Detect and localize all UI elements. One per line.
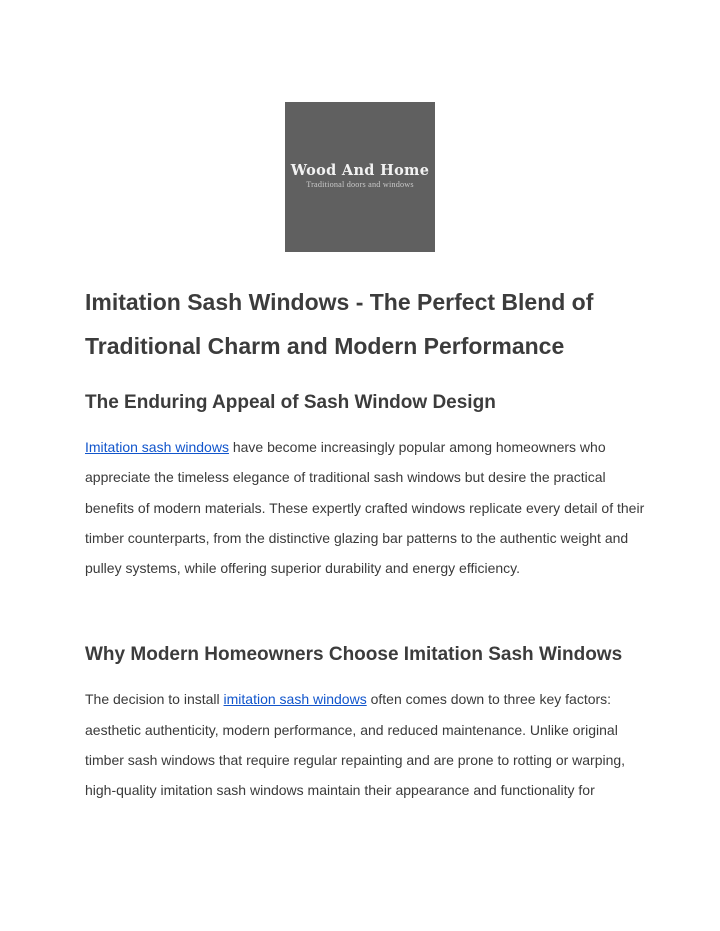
paragraph-text: have become increasingly popular among homeowners who appreciate the timeless elegance of traditional sash windows but desire the practical benefits of modern materials. These expertly crafted windows replicate every detail of their timber counterparts, from the distinctive glazing bar patterns to the authentic weight and pulley systems, while offering superior durability and energy efficiency.: [85, 439, 645, 577]
article-content: [85, 280, 645, 806]
section-paragraph-enduring-appeal: [85, 432, 645, 583]
section-paragraph-why-choose: [85, 684, 645, 805]
imitation-sash-windows-link[interactable]: imitation sash windows: [223, 691, 367, 708]
section-heading-enduring-appeal: The Enduring Appeal of Sash Window Design: [85, 392, 496, 413]
imitation-sash-windows-link[interactable]: Imitation sash windows: [85, 439, 229, 455]
paragraph-text-before-link: The decision to install: [85, 691, 224, 708]
logo-title: Wood And Home: [290, 161, 430, 179]
paragraph-text-after-link: often comes down to three key factors: aesthetic authenticity, modern performance, and reduced maintenance. Unlike original timber sash windows that require regular repainting and are prone to rotting or warping, high-quality imitation sash windows maintain their appearance and functionality for: [85, 691, 626, 799]
article-title: Imitation Sash Windows - The Perfect Blend of Traditional Charm and Modern Performance: [85, 289, 594, 359]
wood-and-home-logo: [285, 102, 435, 252]
logo-subtitle: Traditional doors and windows: [306, 179, 414, 189]
section-heading-why-choose: Why Modern Homeowners Choose Imitation Sash Windows: [85, 644, 623, 666]
